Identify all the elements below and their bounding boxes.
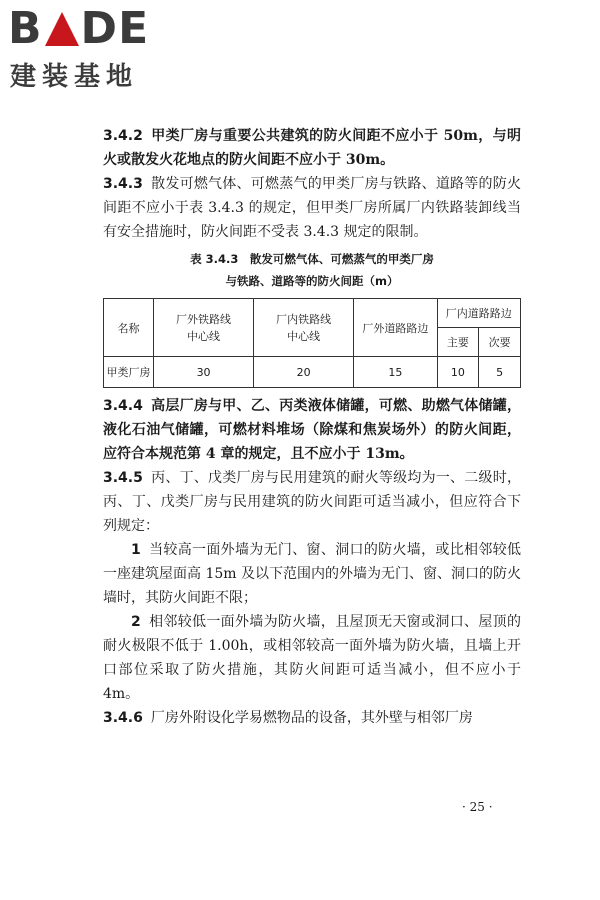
page-number: · 25 ·	[462, 800, 493, 814]
page-content	[103, 124, 521, 730]
header-inner-road: 厂内道路路边	[437, 299, 520, 328]
clause-text: 甲类厂房与重要公共建筑的防火间距不应小于 50m，与明火或散发火花地点的防火间距不应小于 30m。	[103, 128, 521, 168]
clause-text: 丙、丁、戊类厂房与民用建筑的耐火等级均为一、二级时，丙、丁、戊类厂房与民用建筑的防火间距可适当减小，但应符合下列规定：	[103, 470, 521, 534]
item-number: 2	[131, 614, 141, 630]
header-inner-rail	[254, 299, 354, 357]
cell-main-road: 10	[437, 357, 479, 388]
header-outer-road: 厂外道路路边	[354, 299, 437, 357]
cell-name: 甲类厂房	[104, 357, 154, 388]
clause-text: 厂房外附设化学易燃物品的设备，其外壁与相邻厂房	[150, 710, 473, 726]
clause-number: 3.4.3	[103, 176, 143, 192]
header-outer-rail-text: 厂外铁路线中心线	[176, 312, 232, 343]
bade-logo	[8, 3, 178, 93]
logo-subtitle: 建装基地	[10, 62, 139, 92]
logo-letters-de: DE	[80, 3, 150, 54]
cell-inner-rail: 20	[254, 357, 354, 388]
header-name: 名称	[104, 299, 154, 357]
cell-outer-rail: 30	[154, 357, 254, 388]
clause-number: 3.4.5	[103, 470, 143, 486]
clause-3-4-4	[103, 394, 521, 466]
cell-outer-road: 15	[354, 357, 437, 388]
clause-3-4-5-item-1	[103, 538, 521, 610]
header-main-road: 主要	[437, 328, 479, 357]
logo-wordmark	[8, 3, 178, 54]
clause-number: 3.4.2	[103, 128, 143, 144]
fire-distance-table	[103, 298, 521, 388]
logo-letter-b: B	[8, 3, 43, 54]
item-number: 1	[131, 542, 141, 558]
clause-3-4-6	[103, 706, 521, 730]
clause-3-4-5-item-2	[103, 610, 521, 706]
clause-number: 3.4.4	[103, 398, 143, 414]
table-caption-line1: 表 3.4.3 散发可燃气体、可燃蒸气的甲类厂房	[190, 252, 434, 266]
header-inner-rail-text: 厂内铁路线中心线	[276, 312, 332, 343]
clause-3-4-3	[103, 172, 521, 244]
item-text: 当较高一面外墙为无门、窗、洞口的防火墙，或比相邻较低一座建筑屋面高 15m 及以下范围内的外墙为无门、窗、洞口的防火墙时，其防火间距不限；	[103, 542, 521, 606]
clause-3-4-2	[103, 124, 521, 172]
header-outer-rail	[154, 299, 254, 357]
cell-secondary-road: 5	[479, 357, 521, 388]
clause-number: 3.4.6	[103, 710, 143, 726]
item-text: 相邻较低一面外墙为防火墙，且屋顶无天窗或洞口、屋顶的耐火极限不低于 1.00h，或相邻较高一面外墙为防火墙，且墙上开口部位采取了防火措施，其防火间距可适当减小，但不应小于 4m。	[103, 614, 521, 702]
logo-triangle-icon	[45, 12, 79, 46]
header-secondary-road: 次要	[479, 328, 521, 357]
table-row	[104, 357, 521, 388]
clause-text: 高层厂房与甲、乙、丙类液体储罐，可燃、助燃气体储罐，液化石油气储罐，可燃材料堆场（除煤和焦炭场外）的防火间距，应符合本规范第 4 章的规定，且不应小于 13m。	[103, 398, 521, 462]
table-caption-line2: 与铁路、道路等的防火间距（m）	[225, 274, 399, 288]
clause-text: 散发可燃气体、可燃蒸气的甲类厂房与铁路、道路等的防火间距不应小于表 3.4.3 的规定，但甲类厂房所属厂内铁路装卸线当有安全措施时，防火间距不受表 3.4.3 规定的限制。	[103, 176, 521, 240]
clause-3-4-5	[103, 466, 521, 538]
